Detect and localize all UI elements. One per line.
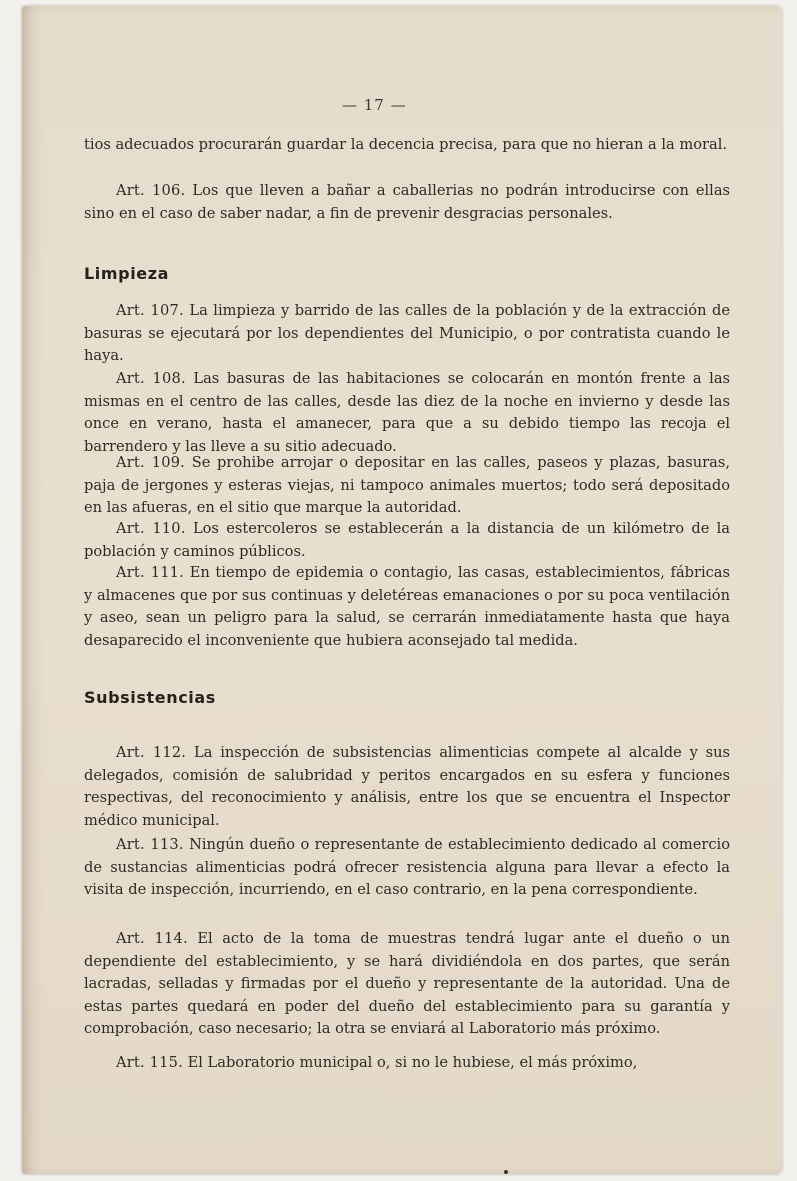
article-114 xyxy=(84,928,730,1041)
article-115 xyxy=(84,1052,730,1075)
article-110 xyxy=(84,518,730,563)
article-number: Art. 106. xyxy=(116,182,186,199)
section-heading-limpieza: Limpieza xyxy=(84,264,170,283)
article-113 xyxy=(84,834,730,902)
article-number: Art. 113. xyxy=(116,836,184,853)
article-text: Ningún dueño o representante de establecimiento dedicado al comercio de sustancias alimenticias podrá ofrecer resistencia alguna para llevar a efecto la visita de inspección, incurriendo, en el caso contrario, en la pena correspondiente. xyxy=(84,836,730,899)
article-text: Los que lleven a bañar a caballerias no podrán introducirse con ellas sino en el caso de saber nadar, a fin de prevenir desgracias personales. xyxy=(84,182,731,222)
article-text: Los estercoleros se establecerán a la distancia de un kilómetro de la población y caminos públicos. xyxy=(84,520,730,560)
article-number: Art. 110. xyxy=(116,520,186,537)
article-number: Art. 111. xyxy=(116,564,184,581)
article-text: La limpieza y barrido de las calles de la población y de la extracción de basuras se ejecutará por los dependientes del Municipio, o por contratista cuando le haya. xyxy=(84,302,730,365)
article-number: Art. 112. xyxy=(116,744,187,761)
article-number: Art. 114. xyxy=(116,930,188,947)
article-109 xyxy=(84,452,730,520)
intro-paragraph: tios adecuados procurarán guardar la decencia precisa, para que no hieran a la moral. xyxy=(84,136,728,153)
article-text: La inspección de subsistencias alimenticias compete al alcalde y sus delegados, comisión de salubridad y peritos encargados en su esfera y funciones respectivas, del reconocimiento y análisis, entre los que se encuentra el Inspector médico municipal. xyxy=(84,744,731,829)
article-text: Las basuras de las habitaciones se colocarán en montón frente a las mismas en el centro de las calles, desde las diez de la noche en invierno y desde las once en verano, hasta el amanecer, para que a su debido tiempo las recoja el barrendero y las lleve a su sitio adecuado. xyxy=(84,370,731,455)
article-106 xyxy=(84,180,730,225)
article-text: El acto de la toma de muestras tendrá lugar ante el dueño o un dependiente del establecimiento, y se hará dividiéndola en dos partes, que serán lacradas, selladas y firmadas por el dueño y representante de la autoridad. Una de estas partes quedará en poder del dueño del establecimiento para su garantía y comprobación, caso necesario; la otra se enviará al Laboratorio más próximo. xyxy=(84,930,731,1038)
article-text: En tiempo de epidemia o contagio, las casas, establecimientos, fábricas y almacenes que por sus continuas y deletéreas emanaciones o por su poca ventilación y aseo, sean un peligro para la salud, se cerrarán inmediatamente hasta que haya desaparecido el inconveniente que hubiera aconsejado tal medida. xyxy=(84,564,730,649)
section-heading-subsistencias: Subsistencias xyxy=(84,688,216,707)
article-number: Art. 107. xyxy=(116,302,184,319)
article-107 xyxy=(84,300,730,368)
article-number: Art. 109. xyxy=(116,454,186,471)
article-112 xyxy=(84,742,730,832)
article-text: Se prohibe arrojar o depositar en las calles, paseos y plazas, basuras, paja de jergones y esteras viejas, ni tampoco animales muertos; todo será depositado en las afueras, en el sitio que marque la autoridad. xyxy=(84,454,730,517)
article-number: Art. 108. xyxy=(116,370,186,387)
paper-speck xyxy=(504,1170,508,1174)
document-page xyxy=(22,6,782,1174)
article-number: Art. 115. xyxy=(116,1054,183,1071)
page-number: — 17 — xyxy=(342,96,407,114)
article-text: El Laboratorio municipal o, si no le hubiese, el más próximo, xyxy=(187,1054,638,1071)
article-111 xyxy=(84,562,730,652)
article-108 xyxy=(84,368,730,458)
